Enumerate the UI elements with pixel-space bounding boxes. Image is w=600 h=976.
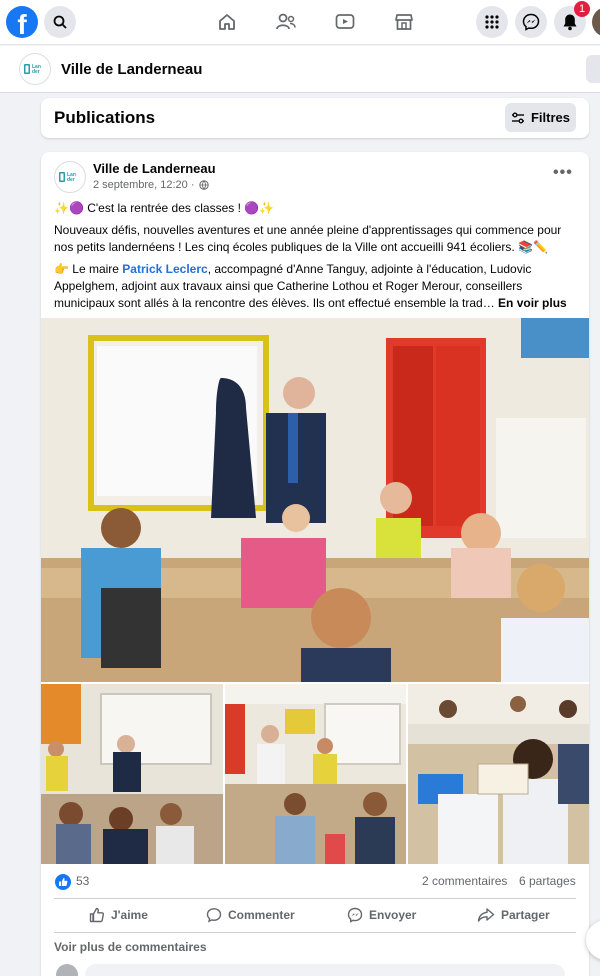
view-more-comments-link[interactable]: Voir plus de commentaires <box>54 940 207 954</box>
top-navigation-bar <box>0 0 600 45</box>
svg-text:Lan: Lan <box>32 64 41 70</box>
divider <box>54 932 576 933</box>
post-more-options-icon[interactable]: ••• <box>553 164 573 181</box>
search-button[interactable] <box>44 6 76 38</box>
shares-count[interactable]: 6 partages <box>519 874 576 888</box>
share-arrow-icon <box>477 907 495 923</box>
like-button[interactable] <box>89 902 148 928</box>
see-more-link[interactable]: En voir plus <box>498 296 567 310</box>
home-icon[interactable] <box>216 11 238 33</box>
page-header <box>0 46 600 93</box>
post-author-avatar[interactable] <box>54 161 86 193</box>
account-avatar[interactable] <box>592 7 600 37</box>
post-meta <box>93 179 209 191</box>
share-button[interactable] <box>477 902 550 928</box>
post-photo-3[interactable] <box>225 684 406 864</box>
notifications-badge: 1 <box>574 1 590 17</box>
messenger-send-icon <box>347 907 363 923</box>
like-label: J'aime <box>111 908 148 922</box>
search-icon <box>53 15 67 29</box>
mention-link[interactable]: Patrick Leclerc <box>122 262 208 276</box>
globe-icon <box>199 180 209 190</box>
menu-grid-icon <box>484 14 500 30</box>
post-text-line-2: Nouveaux défis, nouvelles aventures et une année pleine d'apprentissages qui commence pour nos petits landernéens ! Les cinq écoles publiques de la Ville ont accueilli 941 écoliers. 📚✏️ <box>54 223 562 254</box>
post-photo-4[interactable] <box>408 684 589 864</box>
page-title[interactable]: Ville de Landerneau <box>61 61 203 78</box>
facebook-logo[interactable] <box>6 6 38 38</box>
menu-button[interactable] <box>476 6 508 38</box>
post-main-photo[interactable] <box>41 318 589 682</box>
friends-icon[interactable] <box>275 11 297 33</box>
post-author-name[interactable]: Ville de Landerneau <box>93 161 216 176</box>
post-date[interactable]: 2 septembre, 12:20 · <box>93 179 195 191</box>
page-header-action-button[interactable] <box>586 55 600 83</box>
marketplace-icon[interactable] <box>393 11 415 33</box>
commenter-avatar <box>56 964 78 976</box>
share-label: Partager <box>501 908 550 922</box>
watch-icon[interactable] <box>334 11 356 33</box>
filter-label: Filtres <box>530 110 570 125</box>
publications-title: Publications <box>54 108 156 127</box>
like-count[interactable]: 53 <box>76 874 90 888</box>
post-text-suffix: , accompagné d'Anne Tanguy, adjointe à l'éducation, Ludovic Appelghem, adjoint aux travaux ainsi que Catherine Lothou et Roger Merour, conseillers municipaux sont allés à la rencontre des élèves. Ils ont effectué ensemble la trad… <box>54 262 532 310</box>
post-text <box>54 200 576 317</box>
page-logo[interactable] <box>19 53 51 85</box>
like-reaction-icon[interactable] <box>55 874 71 890</box>
filter-sliders-icon <box>511 112 525 124</box>
post-text-line-3 <box>54 261 576 312</box>
comment-button[interactable] <box>206 902 295 928</box>
comments-count[interactable]: 2 commentaires <box>422 874 508 888</box>
svg-text:der: der <box>32 69 40 75</box>
messenger-icon <box>522 13 540 31</box>
send-button[interactable] <box>347 902 416 928</box>
thumbs-up-icon <box>89 907 105 923</box>
comment-input[interactable] <box>85 964 565 976</box>
landerneau-logo-icon <box>23 62 47 76</box>
comment-label: Commenter <box>228 908 295 922</box>
svg-text:Lan: Lan <box>67 172 76 178</box>
post-card <box>41 152 589 976</box>
messenger-button[interactable] <box>515 6 547 38</box>
divider <box>54 898 576 899</box>
publications-card <box>41 98 589 138</box>
facebook-logo-letter: f <box>17 9 27 38</box>
post-text-prefix: 👉 Le maire <box>54 262 123 276</box>
bell-icon <box>562 13 578 31</box>
post-text-line-1: ✨🟣 C'est la rentrée des classes ! 🟣✨ <box>54 201 275 215</box>
post-photo-2[interactable] <box>41 684 223 864</box>
comment-bubble-icon <box>206 907 222 923</box>
send-label: Envoyer <box>369 908 417 922</box>
filter-button[interactable] <box>505 103 576 132</box>
landerneau-logo-icon <box>58 170 82 184</box>
svg-text:der: der <box>67 177 75 183</box>
